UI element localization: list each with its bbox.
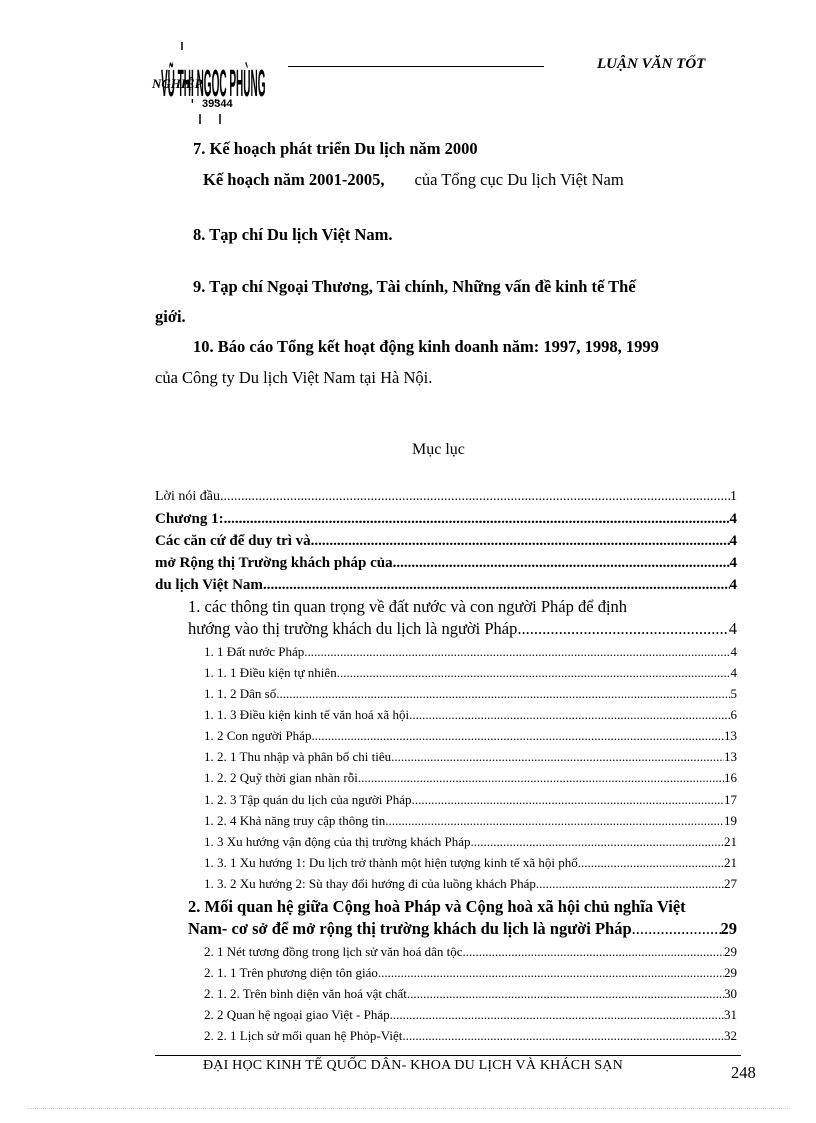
toc-entry[interactable]: 1. 1. 1 Điều kiện tự nhiên ..... 4 <box>204 665 737 681</box>
page-edge <box>28 1108 788 1109</box>
toc-entry[interactable]: 2. 1 Nét tương đồng trong lịch sử văn hoá dân tộc. ..... 29 <box>204 944 737 960</box>
header-title: LUẬN VĂN TỐT <box>597 56 706 72</box>
toc-entry[interactable]: 1. 2. 4 Khả năng truy cập thông tin. ..... 19 <box>204 813 737 829</box>
toc-entry[interactable]: Lời nói đầu ..... 1 <box>155 489 737 505</box>
reference-10-line-2: của Công ty Du lịch Việt Nam tại Hà Nội. <box>155 368 433 387</box>
header-rule <box>288 66 544 67</box>
toc-entry[interactable]: hướng vào thị trường khách du lịch là người Pháp. ..... 4 <box>188 619 737 639</box>
toc-entry[interactable]: 2. 1. 1 Trên phương diện tôn giáo. ..... 29 <box>204 965 737 981</box>
stamp-number-text: 39344 <box>202 98 233 110</box>
reference-10-line-1: 10. Báo cáo Tổng kết hoạt động kinh doanh năm: 1997, 1998, 1999 <box>193 337 659 356</box>
toc-entry[interactable]: mở Rộng thị Trường khách pháp của ..... 4 <box>155 555 737 572</box>
stamp-name-text: VŨ THỊ NGỌ <box>161 62 282 105</box>
toc-entry[interactable]: 1. 1 Đất nước Pháp. ..... 4 <box>204 644 737 660</box>
toc-entry[interactable]: 1. 2 Con người Pháp. ..... 13 <box>204 728 737 744</box>
toc-entry[interactable]: Nam- cơ sở để mở rộng thị trường khách du lịch là người Pháp ..... 29 <box>188 919 737 939</box>
author-stamp-graphic <box>150 38 282 126</box>
reference-9-line-1: 9. Tạp chí Ngoại Thương, Tài chính, Những vấn đề kinh tế Thế <box>193 277 636 296</box>
reference-7-line-2 <box>203 170 624 190</box>
toc-entry-heading-2-line-1[interactable]: 2. Mối quan hệ giữa Cộng hoà Pháp và Cộng hoà xã hội chủ nghĩa Việt <box>188 897 686 916</box>
toc-entry[interactable]: Chương 1: ..... 4 <box>155 511 737 528</box>
toc-entry[interactable]: du lịch Việt Nam ..... 4 <box>155 577 737 594</box>
toc-entry[interactable]: 1. 2. 1 Thu nhập và phân bố chi tiêu ..... 13 <box>204 749 737 765</box>
toc-entry[interactable]: 1. 3. 1 Xu hướng 1: Du lịch trở thành một hiện tượng kinh tế xã hội phổ ..... 21 <box>204 855 737 871</box>
footer-rule <box>155 1055 741 1056</box>
toc-entry[interactable]: 2. 2 Quan hệ ngoại giao Việt - Pháp ..... 31 <box>204 1007 737 1023</box>
author-stamp <box>150 38 282 126</box>
reference-7-source: của Tổng cục Du lịch Việt Nam <box>414 170 624 189</box>
toc-entry[interactable]: 1. 1. 2 Dân số. ..... 5 <box>204 686 737 702</box>
toc-entry-heading-1-line-1[interactable]: 1. các thông tin quan trọng về đất nước và con người Pháp để định <box>188 597 628 616</box>
reference-7-line-1: 7. Kế hoạch phát triển Du lịch năm 2000 <box>193 139 478 158</box>
toc-title: Mục lục <box>412 441 465 458</box>
stamp-sub-text: NGHIỆP <box>152 76 203 91</box>
toc-entry[interactable]: 1. 3 Xu hướng vận động của thị trường khách Pháp. ..... 21 <box>204 834 737 850</box>
reference-9-line-2: giới. <box>155 307 186 326</box>
toc-entry[interactable]: 1. 2. 3 Tập quán du lịch của người Pháp. ..... 17 <box>204 792 737 808</box>
toc-entry[interactable]: 2. 2. 1 Lịch sử mối quan hệ Phỏp-Việt. ..... 32 <box>204 1028 737 1044</box>
toc-entry[interactable]: 1. 1. 3 Điều kiện kinh tế văn hoá xã hội. ..... 6 <box>204 707 737 723</box>
toc-entry[interactable]: Các căn cứ để duy trì và ..... 4 <box>155 533 737 550</box>
toc-entry[interactable]: 1. 2. 2 Quỹ thời gian nhàn rỗi. ..... 16 <box>204 770 737 786</box>
toc-entry[interactable]: 2. 1. 2. Trên bình diện văn hoá vật chất. ..... 30 <box>204 986 737 1002</box>
reference-7-plan: Kế hoạch năm 2001-2005, <box>203 170 385 189</box>
page-number: 248 <box>731 1063 756 1082</box>
reference-8: 8. Tạp chí Du lịch Việt Nam. <box>193 225 393 244</box>
footer-text: ĐẠI HỌC KINH TẾ QUỐC DÂN- KHOA DU LỊCH VÀ KHÁCH SẠN <box>203 1058 623 1073</box>
toc-entry[interactable]: 1. 3. 2 Xu hướng 2: Sù thay đổi hướng đi của luồng khách Pháp. ..... 27 <box>204 876 737 892</box>
